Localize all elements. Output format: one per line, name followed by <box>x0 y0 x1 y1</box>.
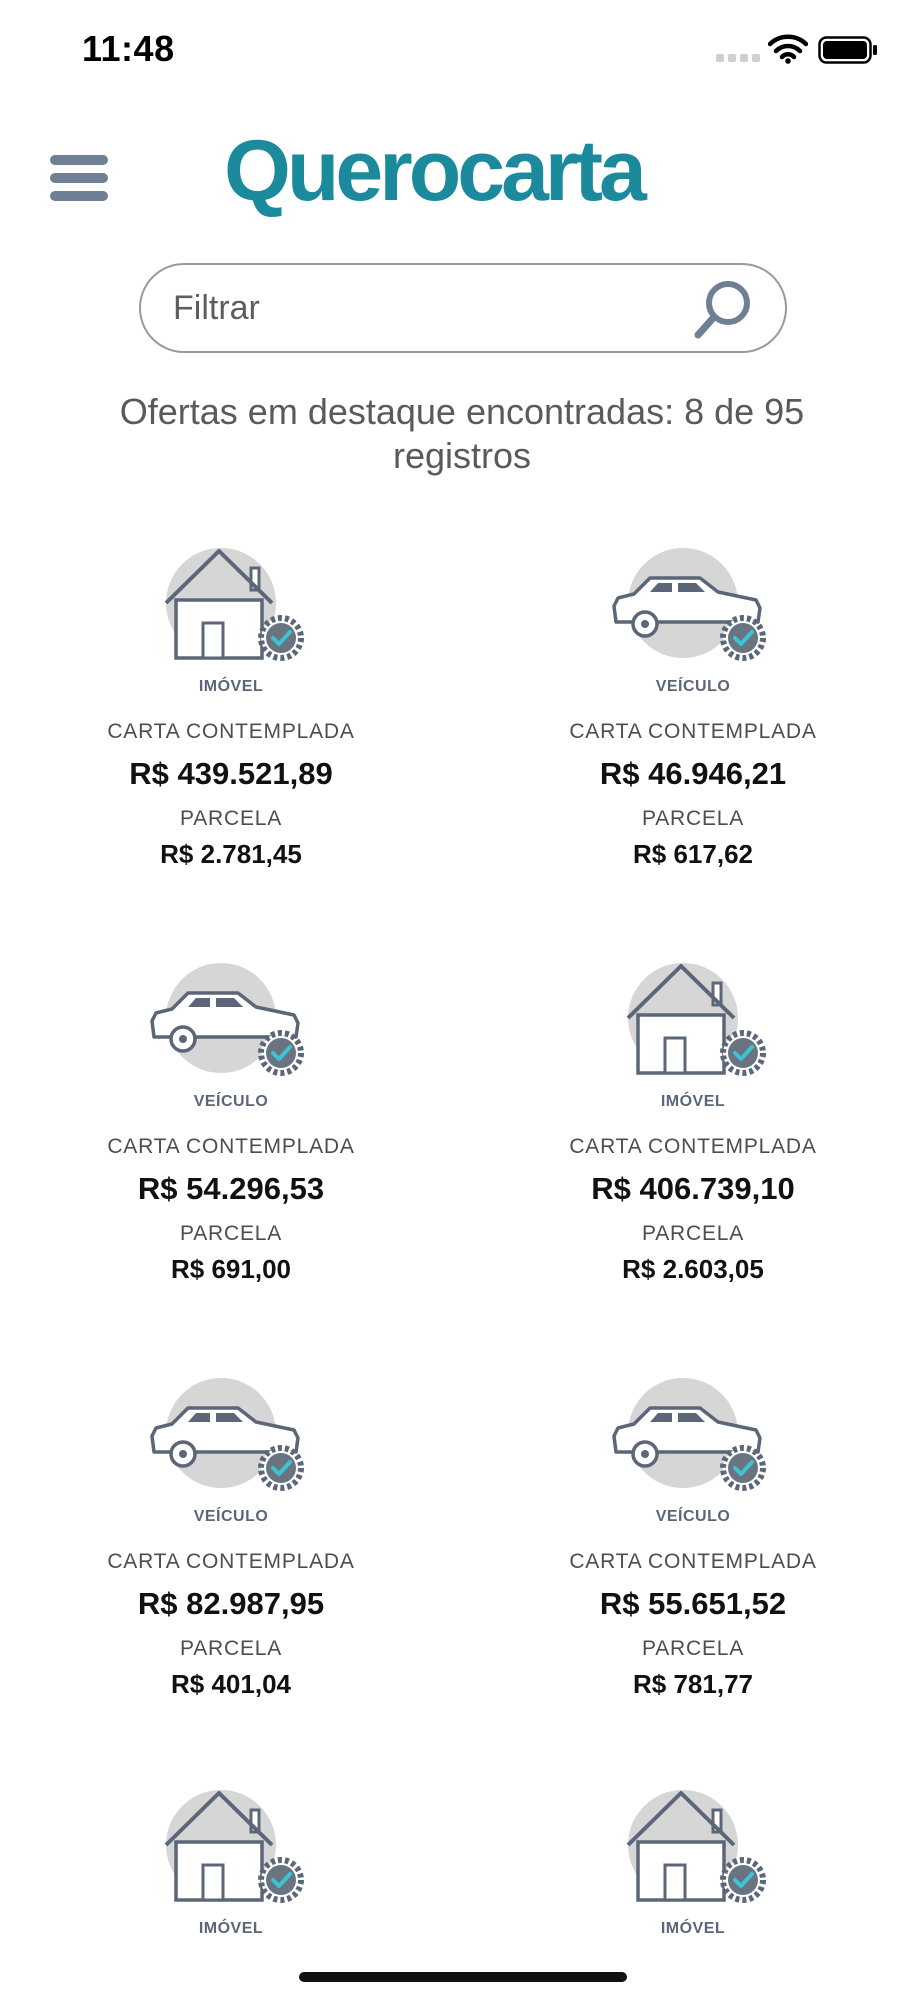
offer-label: CARTA CONTEMPLADA <box>569 1135 817 1158</box>
offer-type: IMÓVEL <box>660 1920 726 1937</box>
offer-label: CARTA CONTEMPLADA <box>107 720 355 743</box>
hamburger-menu-icon[interactable] <box>50 155 112 205</box>
installment-value: R$ 781,77 <box>633 1669 753 1699</box>
home-indicator <box>299 1972 627 1982</box>
status-time: 11:48 <box>82 28 175 69</box>
offer-label: CARTA CONTEMPLADA <box>569 1550 817 1573</box>
installment-value: R$ 617,62 <box>633 839 753 869</box>
offer-type: IMÓVEL <box>198 678 264 695</box>
offer-type: VEÍCULO <box>193 1093 269 1110</box>
results-summary: Ofertas em destaque encontradas: 8 de 95 registros <box>119 391 805 476</box>
offer-card[interactable] <box>462 963 924 1363</box>
offer-card[interactable] <box>0 963 462 1363</box>
house-icon <box>146 1790 316 1920</box>
offer-card[interactable] <box>462 1790 924 2000</box>
car-icon <box>608 548 778 678</box>
installment-label: PARCELA <box>179 1637 283 1660</box>
offer-label: CARTA CONTEMPLADA <box>569 720 817 743</box>
car-icon <box>146 1378 316 1508</box>
battery-icon <box>818 36 878 64</box>
installment-label: PARCELA <box>179 1222 283 1245</box>
house-icon <box>608 963 778 1093</box>
installment-value: R$ 2.781,45 <box>160 839 302 869</box>
offer-type: IMÓVEL <box>198 1920 264 1937</box>
house-icon <box>608 1790 778 1920</box>
installment-value: R$ 401,04 <box>171 1669 291 1699</box>
offer-value: R$ 439.521,89 <box>129 756 333 791</box>
offer-card[interactable] <box>462 1378 924 1778</box>
cellular-signal-icon <box>716 54 760 62</box>
installment-value: R$ 691,00 <box>171 1254 291 1284</box>
installment-value: R$ 2.603,05 <box>622 1254 764 1284</box>
car-icon <box>146 963 316 1093</box>
wifi-icon <box>768 34 808 64</box>
brand-logo: Querocarta <box>224 123 643 219</box>
installment-label: PARCELA <box>641 807 745 830</box>
offer-value: R$ 406.739,10 <box>591 1171 795 1206</box>
car-icon <box>608 1378 778 1508</box>
offer-value: R$ 82.987,95 <box>137 1586 325 1621</box>
offer-card[interactable] <box>0 1378 462 1778</box>
offer-card[interactable] <box>0 1790 462 2000</box>
offer-type: VEÍCULO <box>655 678 731 695</box>
filter-input[interactable] <box>173 265 693 351</box>
offer-type: VEÍCULO <box>655 1508 731 1525</box>
offer-label: CARTA CONTEMPLADA <box>107 1550 355 1573</box>
offer-label: CARTA CONTEMPLADA <box>107 1135 355 1158</box>
house-icon <box>146 548 316 678</box>
offer-value: R$ 55.651,52 <box>599 1586 787 1621</box>
installment-label: PARCELA <box>179 807 283 830</box>
offer-value: R$ 46.946,21 <box>599 756 787 791</box>
search-icon[interactable] <box>688 273 758 345</box>
offer-card[interactable] <box>462 548 924 948</box>
offer-card[interactable] <box>0 548 462 948</box>
filter-box <box>139 263 787 353</box>
installment-label: PARCELA <box>641 1222 745 1245</box>
offer-type: VEÍCULO <box>193 1508 269 1525</box>
offer-value: R$ 54.296,53 <box>137 1171 325 1206</box>
status-bar <box>0 0 924 100</box>
installment-label: PARCELA <box>641 1637 745 1660</box>
offer-type: IMÓVEL <box>660 1093 726 1110</box>
